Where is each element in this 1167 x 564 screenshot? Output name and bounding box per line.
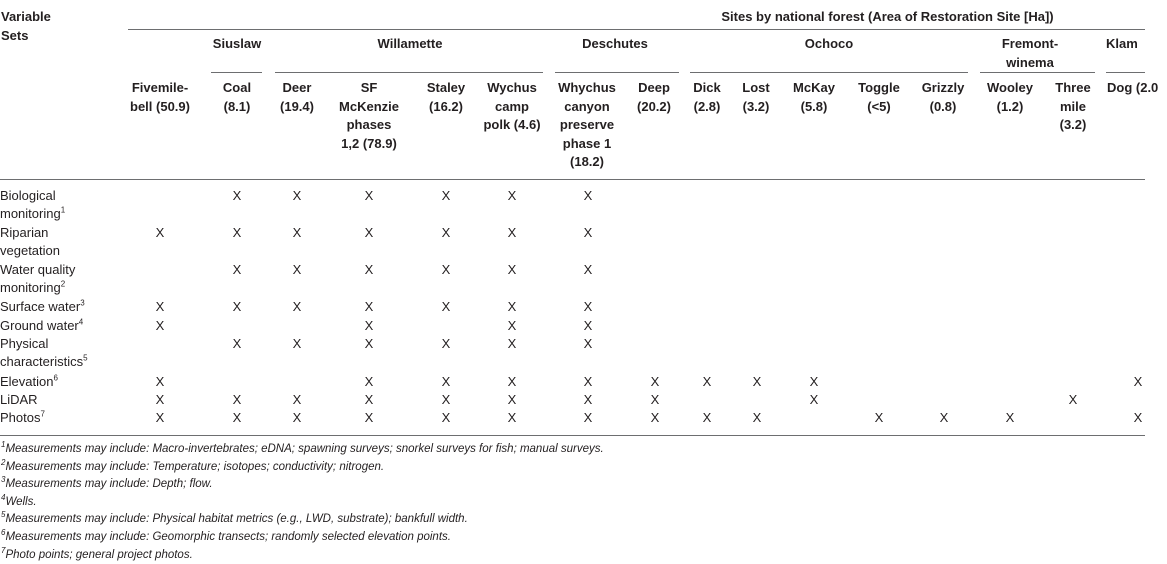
- cell-mark: X: [232, 225, 242, 240]
- forest-header: Ochoco: [804, 36, 854, 51]
- cell-mark: X: [292, 392, 302, 407]
- cell-mark: X: [507, 336, 517, 351]
- site-header: Grizzly (0.8): [921, 80, 965, 114]
- cell-mark: X: [155, 225, 165, 240]
- cell-mark: X: [650, 392, 660, 407]
- super-header-rule: [128, 29, 1145, 30]
- cell-mark: X: [292, 336, 302, 351]
- cell-mark: X: [364, 299, 374, 314]
- cell-mark: X: [507, 262, 517, 277]
- site-header: Dog (2.0: [1107, 80, 1159, 95]
- footnote-marker: 7: [40, 409, 45, 419]
- cell-mark: X: [232, 188, 242, 203]
- header-bottom-rule: [0, 179, 1145, 180]
- cell-mark: X: [650, 410, 660, 425]
- footnote-text: Measurements may include: Depth; flow.: [5, 478, 213, 491]
- cell-mark: X: [583, 392, 593, 407]
- cell-mark: X: [583, 410, 593, 425]
- cell-mark: X: [292, 188, 302, 203]
- row-label-text: Surface water: [0, 299, 81, 314]
- cell-mark: X: [583, 318, 593, 333]
- site-header: Fivemile-bell (50.9): [130, 80, 190, 114]
- site-header: Three mile (3.2): [1055, 80, 1091, 132]
- cell-mark: X: [1068, 392, 1078, 407]
- super-header: Sites by national forest (Area of Restoration Site [Ha]): [721, 9, 1054, 24]
- cell-mark: X: [441, 188, 451, 203]
- cell-mark: X: [292, 225, 302, 240]
- cell-mark: X: [583, 225, 593, 240]
- cell-mark: X: [939, 410, 949, 425]
- footnote-marker: 1: [60, 205, 66, 215]
- row-label: [0, 409, 130, 427]
- footnote-marker: 5: [83, 353, 88, 363]
- cell-mark: X: [232, 410, 242, 425]
- site-header: Wychus camp polk (4.6): [483, 80, 541, 132]
- cell-mark: X: [507, 318, 517, 333]
- row-label: [0, 317, 130, 335]
- cell-mark: X: [507, 225, 517, 240]
- row-label: [0, 261, 100, 297]
- footnote: $^4$Wells.: [1, 492, 37, 508]
- footnote-text: Measurements may include: Temperature; isotopes; conductivity; nitrogen.: [5, 460, 385, 473]
- footnote: $^2$Measurements may include: Temperature; isotopes; conductivity; nitrogen.: [1, 457, 385, 473]
- cell-mark: X: [232, 262, 242, 277]
- forest-header: Klam: [1106, 36, 1138, 51]
- cell-mark: X: [364, 410, 374, 425]
- cell-mark: X: [441, 262, 451, 277]
- cell-mark: X: [364, 318, 374, 333]
- forest-rule: [1106, 72, 1145, 73]
- footnote: $^5$Measurements may include: Physical habitat metrics (e.g., LWD, substrate); bankfull width.: [1, 510, 468, 526]
- footnote-text: Wells.: [5, 495, 37, 508]
- row-label: [0, 298, 130, 316]
- cell-mark: X: [155, 318, 165, 333]
- cell-mark: X: [702, 410, 712, 425]
- footnote: $^6$Measurements may include: Geomorphic transects; randomly selected elevation points.: [1, 528, 451, 543]
- cell-mark: X: [155, 392, 165, 407]
- forest-rule: [980, 72, 1095, 73]
- row-label-text: Biological monitoring: [0, 188, 61, 221]
- row-label: [0, 373, 130, 391]
- cell-mark: X: [583, 336, 593, 351]
- cell-mark: X: [507, 299, 517, 314]
- footnote-marker: 4: [78, 317, 84, 327]
- cell-mark: X: [232, 392, 242, 407]
- cell-mark: X: [232, 299, 242, 314]
- cell-mark: X: [441, 392, 451, 407]
- cell-mark: X: [583, 374, 593, 389]
- footnote: $^3$Measurements may include: Depth; flow.: [1, 475, 213, 491]
- cell-mark: X: [1133, 410, 1143, 425]
- cell-mark: X: [441, 336, 451, 351]
- footnote-marker: 6: [53, 373, 58, 383]
- cell-mark: X: [364, 374, 374, 389]
- cell-mark: X: [1005, 410, 1015, 425]
- cell-mark: X: [583, 299, 593, 314]
- site-header: Staley (16.2): [426, 80, 466, 114]
- cell-mark: X: [752, 410, 762, 425]
- footnote-text: Measurements may include: Geomorphic transects; randomly selected elevation points.: [5, 531, 451, 543]
- cell-mark: X: [364, 392, 374, 407]
- footnote-text: Photo points; general project photos.: [5, 548, 193, 561]
- corner-header: Variable Sets: [1, 9, 51, 43]
- forest-header: Willamette: [377, 36, 443, 51]
- cell-mark: X: [364, 188, 374, 203]
- table-bottom-rule: [0, 435, 1145, 436]
- row-label-text: Ground water: [0, 318, 79, 333]
- site-header: Coal (8.1): [222, 80, 252, 114]
- site-header: Dick (2.8): [693, 80, 721, 114]
- forest-header: Siuslaw: [212, 36, 262, 51]
- cell-mark: X: [507, 392, 517, 407]
- site-header: Lost (3.2): [742, 80, 770, 114]
- footnote-marker: 3: [80, 298, 85, 308]
- cell-mark: X: [583, 262, 593, 277]
- cell-mark: X: [292, 262, 302, 277]
- site-header: SF McKenzie phases 1,2 (78.9): [339, 80, 399, 151]
- cell-mark: X: [507, 188, 517, 203]
- row-label-text: Photos: [0, 410, 41, 425]
- cell-mark: X: [441, 374, 451, 389]
- footnote-text: Measurements may include: Macro-invertebrates; eDNA; spawning surveys; snorkel surveys for fish; manual surveys.: [5, 443, 604, 455]
- row-label-text: Water quality monitoring: [0, 262, 76, 295]
- cell-mark: X: [809, 392, 819, 407]
- row-label-text: Physical characteristics: [0, 336, 84, 369]
- cell-mark: X: [364, 336, 374, 351]
- site-header: Deep (20.2): [637, 80, 671, 114]
- cell-mark: X: [507, 374, 517, 389]
- footnote-marker: 2: [60, 279, 66, 289]
- row-label: [0, 391, 130, 409]
- cell-mark: X: [1133, 374, 1143, 389]
- cell-mark: X: [650, 374, 660, 389]
- cell-mark: X: [232, 336, 242, 351]
- cell-mark: X: [292, 299, 302, 314]
- row-label-text: Elevation: [0, 374, 54, 389]
- cell-mark: X: [364, 225, 374, 240]
- row-label: [0, 187, 100, 223]
- footnote-text: Measurements may include: Physical habitat metrics (e.g., LWD, substrate); bankfull width.: [5, 513, 468, 526]
- footnote: $^7$Photo points; general project photos.: [1, 545, 193, 561]
- cell-mark: X: [583, 188, 593, 203]
- site-header: Deer (19.4): [280, 80, 314, 114]
- site-header: Toggle (<5): [858, 80, 900, 114]
- cell-mark: X: [155, 299, 165, 314]
- row-label-text: Riparian vegetation: [0, 225, 60, 258]
- cell-mark: X: [155, 410, 165, 425]
- cell-mark: X: [809, 374, 819, 389]
- row-label: [0, 224, 100, 260]
- forest-rule: [690, 72, 968, 73]
- cell-mark: X: [752, 374, 762, 389]
- site-header: Whychus canyon preserve phase 1 (18.2): [558, 80, 616, 169]
- cell-mark: X: [441, 410, 451, 425]
- cell-mark: X: [702, 374, 712, 389]
- forest-header: Fremont-winema: [1001, 36, 1059, 70]
- cell-mark: X: [292, 410, 302, 425]
- site-header: McKay (5.8): [793, 80, 835, 114]
- forest-header: Deschutes: [582, 36, 648, 51]
- cell-mark: X: [441, 299, 451, 314]
- cell-mark: X: [441, 225, 451, 240]
- cell-mark: X: [364, 262, 374, 277]
- forest-rule: [275, 72, 543, 73]
- cell-mark: X: [874, 410, 884, 425]
- forest-rule: [211, 72, 262, 73]
- row-label: [0, 335, 100, 371]
- cell-mark: X: [155, 374, 165, 389]
- cell-mark: X: [507, 410, 517, 425]
- site-header: Wooley (1.2): [987, 80, 1033, 114]
- row-label-text: LiDAR: [0, 392, 38, 407]
- forest-rule: [555, 72, 679, 73]
- footnote: $^1$Measurements may include: Macro-invertebrates; eDNA; spawning surveys; snorkel surveys for fish; manual surveys.: [1, 440, 604, 455]
